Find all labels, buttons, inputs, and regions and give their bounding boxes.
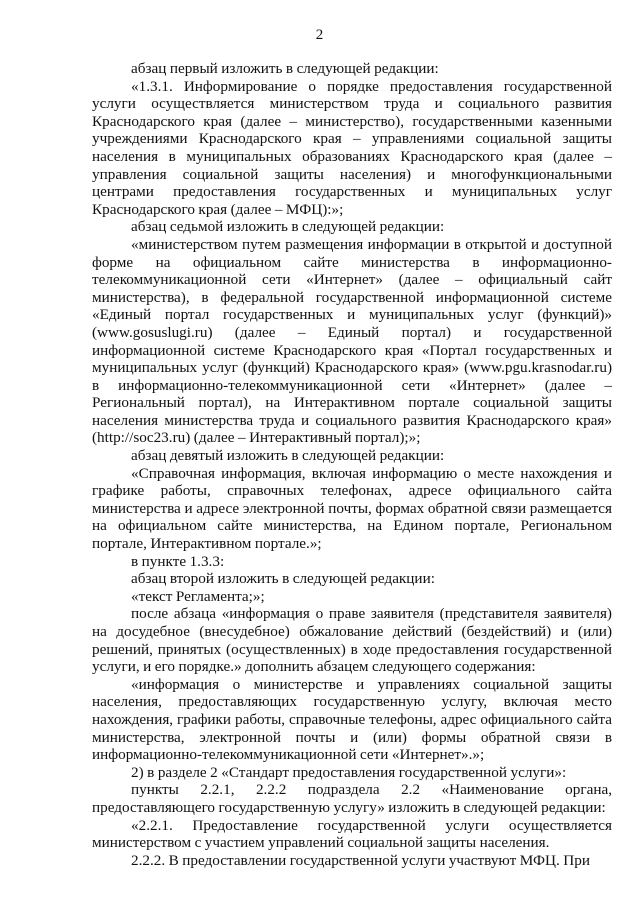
paragraph: после абзаца «информация о праве заявителя (представителя заявителя) на досудебное (внесудебное) обжалование действий (бездействий) и (или) решений, принятых (осуществленных) в ходе предоставления государственной услуги, и его порядке.» дополнить абзацем следующего содержания: (92, 605, 612, 676)
paragraph: 2.2.2. В предоставлении государственной услуги участвуют МФЦ. При (131, 851, 590, 869)
paragraph: абзац второй изложить в следующей редакции: (131, 570, 435, 588)
paragraph: абзац первый изложить в следующей редакции: (131, 60, 439, 77)
paragraph: «министерством путем размещения информации в открытой и доступной форме на официальном сайте министерства в информационно-телекоммуникационной сети «Интернет» (далее – официальный сайт министерства), в федеральной государственной информационной системе «Единый портал государственных и муниципальных услуг (функций)» (www.gosuslugi.ru) (далее – Единый портал) и государственной информационной системе Краснодарского края «Портал государственных и муниципальных услуг (функций) Краснодарского края» (www.pgu.krasnodar.ru) в информационно-телекоммуникационной сети «Интернет» (далее – Региональный портал), на Интерактивном портале социальной защиты населения министерства труда и социального развития Краснодарского края» (http://soc23.ru) (далее – Интерактивный портал);»; (92, 235, 612, 447)
paragraph: пункты 2.2.1, 2.2.2 подраздела 2.2 «Наименование органа, предоставляющего государственную услугу» изложить в следующей редакции: (92, 781, 612, 816)
paragraph: 2) в разделе 2 «Стандарт предоставления государственной услуги»: (131, 763, 567, 781)
paragraph: в пункте 1.3.3: (131, 552, 225, 570)
paragraph: «Справочная информация, включая информацию о месте нахождения и графике работы, справочных телефонах, адресе официального сайта министерства и адресе электронной почты, формах обратной связи размещается на официальном сайте министерства, на Едином портале, Региональном портале, Интерактивном портале.»; (92, 464, 612, 553)
paragraph: абзац девятый изложить в следующей редакции: (131, 447, 445, 465)
paragraph: «информация о министерстве и управлениях социальной защиты населения, предоставляющих государственную услугу, включая место нахождения, графики работы, справочные телефоны, адрес официального сайта министерства, электронной почты и (или) формы обратной связи в информационно-телекоммуникационной сети «Интернет».»; (92, 675, 612, 764)
paragraph: «2.2.1. Предоставление государственной услуги осуществляется министерством с участием управлений социальной защиты населения. (92, 816, 612, 852)
page-number: 2 (315, 27, 324, 43)
document-body (92, 60, 612, 869)
paragraph: «1.3.1. Информирование о порядке предоставления государственной услуги осуществляется министерством труда и социального развития Краснодарского края (далее – министерство), государственными казенными учреждениями Краснодарского края – управлениями социальной защиты населения в муниципальных образованиях Краснодарского края (далее – управления социальной защиты населения) и многофункциональными центрами предоставления государственных и муниципальных услуг Краснодарского края (далее – МФЦ):»; (92, 77, 612, 218)
paragraph: абзац седьмой изложить в следующей редакции: (131, 218, 445, 236)
paragraph: «текст Регламента;»; (131, 587, 265, 605)
